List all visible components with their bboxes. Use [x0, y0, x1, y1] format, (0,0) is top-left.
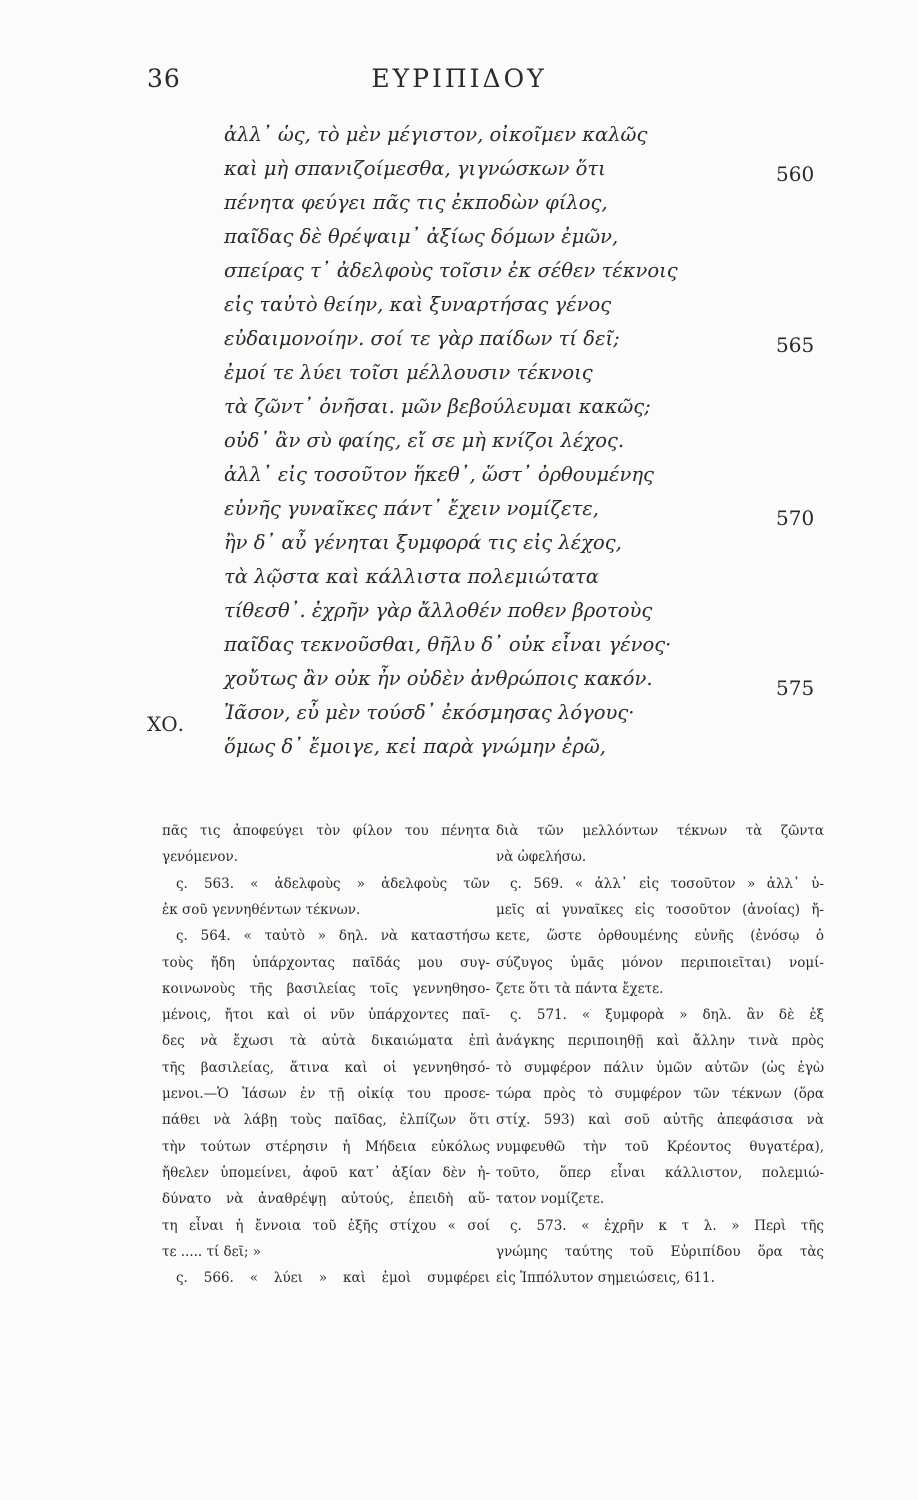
verse-line: οὐδ᾽ ἂν σὺ φαίης, εἴ σε μὴ κνίζοι λέχος. — [224, 429, 625, 452]
verse-line: ἐμοί τε λύει τοῖσι μέλλουσιν τέκνοις — [224, 361, 593, 384]
note-line: εἰς Ἱππόλυτον σημειώσεις, 611. — [496, 1270, 715, 1287]
line-number: 560 — [776, 162, 815, 186]
note-line: τη εἶναι ἡ ἔννοια τοῦ ἑξῆς στίχου « σοί — [162, 1217, 490, 1234]
note-line: ζετε ὅτι τὰ πάντα ἔχετε. — [496, 980, 664, 997]
note-line: γνώμης ταύτης τοῦ Εὐριπίδου ὅρα τὰς — [496, 1243, 824, 1260]
note-line: μένοις, ἤτοι καὶ οἱ νῦν ὑπάρχοντες παῖ- — [162, 1007, 490, 1024]
verse-line: παῖδας δὲ θρέψαιμ᾽ ἀξίως δόμων ἐμῶν, — [224, 225, 619, 248]
verse-line: εὐνῆς γυναῖκες πάντ᾽ ἔχειν νομίζετε, — [224, 497, 599, 520]
verse-line: εἰς ταὐτὸ θείην, καὶ ξυναρτήσας γένος — [224, 293, 612, 316]
verse-line: παῖδας τεκνοῦσθαι, θῆλυ δ᾽ οὐκ εἶναι γένος· — [224, 633, 672, 656]
note-line: μενοι.—Ὁ Ἰάσων ἐν τῇ οἰκίᾳ του προσε- — [162, 1086, 490, 1102]
running-head: ΕΥΡΙΠΙΔΟΥ — [371, 64, 547, 93]
note-line: τε ..... τί δεῖ; » — [162, 1243, 262, 1260]
verse-line: ἢν δ᾽ αὖ γένηται ξυμφορά τις εἰς λέχος, — [224, 531, 622, 554]
note-line: δες νὰ ἔχωσι τὰ αὐτὰ δικαιώματα ἐπὶ — [162, 1033, 490, 1050]
note-line: στίχ. 593) καὶ σοῦ αὐτῆς ἀπεφάσισα νὰ — [496, 1112, 824, 1129]
note-line: ἤθελεν ὑπομείνει, ἀφοῦ κατ᾽ ἀξίαν δὲν ἠ- — [162, 1164, 490, 1181]
note-line: τοῦτο, ὅπερ εἶναι κάλλιστον, πολεμιώ- — [496, 1164, 824, 1181]
note-line: τατον νομίζετε. — [496, 1191, 605, 1208]
verse-line: εὐδαιμονοίην. σοί τε γὰρ παίδων τί δεῖ; — [224, 327, 620, 350]
note-line: ἐκ σοῦ γεννηθέντων τέκνων. — [162, 901, 361, 918]
verse-line: καὶ μὴ σπανιζοίμεσθα, γιγνώσκων ὅτι — [224, 157, 606, 180]
note-line: νὰ ὠφελήσω. — [496, 849, 587, 866]
note-line: ς. 573. « ἐχρῆν κ τ λ. » Περὶ τῆς — [510, 1217, 824, 1234]
note-line: τῆς βασιλείας, ἅτινα καὶ οἱ γεννηθησό- — [162, 1059, 490, 1076]
note-line: τοὺς ἤδη ὑπάρχοντας παῖδάς μου συγ- — [162, 954, 490, 971]
verse-line: ἀλλ᾽ εἰς τοσοῦτον ἥκεθ᾽, ὥστ᾽ ὀρθουμένης — [224, 463, 654, 486]
verse-line: σπείρας τ᾽ ἀδελφοὺς τοῖσιν ἐκ σέθεν τέκνοις — [224, 259, 678, 282]
note-line: ς. 566. « λύει » καὶ ἐμοὶ συμφέρει — [176, 1270, 490, 1287]
note-line: ἀνάγκης περιποιηθῇ καὶ ἄλλην τινὰ πρὸς — [496, 1033, 824, 1050]
note-line: ς. 571. « ξυμφορὰ » δηλ. ἂν δὲ ἐξ — [510, 1007, 824, 1024]
verse-line: τὰ ζῶντ᾽ ὀνῆσαι. μῶν βεβούλευμαι κακῶς; — [224, 395, 651, 418]
note-line: τώρα πρὸς τὸ συμφέρον τῶν τέκνων (ὅρα — [496, 1086, 824, 1102]
page-number: 36 — [147, 64, 181, 93]
note-line: πᾶς τις ἀποφεύγει τὸν φίλον του πένητα — [162, 823, 490, 839]
verse-line: Ἰᾶσον, εὖ μὲν τούσδ᾽ ἐκόσμησας λόγους· — [224, 701, 635, 724]
line-number: 575 — [776, 676, 815, 700]
note-line: κετε, ὥστε ὀρθουμένης εὐνῆς (ἐνόσῳ ὁ — [496, 928, 824, 945]
note-line: πάθει νὰ λάβῃ τοὺς παῖδας, ἐλπίζων ὅτι — [162, 1112, 490, 1129]
verse-line: τὰ λῷστα καὶ κάλλιστα πολεμιώτατα — [224, 565, 599, 588]
note-line: νυμφευθῶ τὴν τοῦ Κρέοντος θυγατέρα), — [496, 1138, 824, 1155]
speaker-label: ΧΟ. — [147, 712, 184, 736]
note-line: διὰ τῶν μελλόντων τέκνων τὰ ζῶντα — [496, 823, 824, 839]
line-number: 565 — [776, 333, 815, 357]
note-line: ς. 564. « ταὐτὸ » δηλ. νὰ καταστήσω — [176, 928, 490, 945]
line-number: 570 — [776, 506, 815, 530]
verse-line: ἀλλ᾽ ὡς, τὸ μὲν μέγιστον, οἰκοῖμεν καλῶς — [224, 123, 648, 146]
note-line: γενόμενον. — [162, 849, 238, 866]
verse-line: χοὔτως ἂν οὐκ ἦν οὐδὲν ἀνθρώποις κακόν. — [224, 667, 653, 690]
note-line: μεῖς αἱ γυναῖκες εἰς τοσοῦτον (ἀνοίας) ἤ- — [496, 901, 824, 918]
verse-line: ὅμως δ᾽ ἔμοιγε, κεἰ παρὰ γνώμην ἐρῶ, — [224, 735, 606, 758]
verse-line: τίθεσθ᾽. ἐχρῆν γὰρ ἄλλοθέν ποθεν βροτοὺς — [224, 599, 653, 622]
note-line: τὴν τούτων στέρησιν ἡ Μήδεια εὐκόλως — [162, 1138, 490, 1155]
note-line: κοινωνοὺς τῆς βασιλείας τοῖς γεννηθησο- — [162, 980, 490, 997]
verse-line: πένητα φεύγει πᾶς τις ἐκποδὼν φίλος, — [224, 191, 608, 214]
note-line: ς. 569. « ἀλλ᾽ εἰς τοσοῦτον » ἀλλ᾽ ὑ- — [510, 875, 824, 892]
note-line: σύζυγος ὑμᾶς μόνον περιποιεῖται) νομί- — [496, 954, 824, 971]
note-line: τὸ συμφέρον πάλιν ὑμῶν αὐτῶν (ὡς ἐγὼ — [496, 1059, 824, 1076]
note-line: ς. 563. « ἀδελφοὺς » ἀδελφοὺς τῶν — [176, 875, 490, 892]
note-line: δύνατο νὰ ἀναθρέψῃ αὐτούς, ἐπειδὴ αὕ- — [162, 1191, 490, 1208]
